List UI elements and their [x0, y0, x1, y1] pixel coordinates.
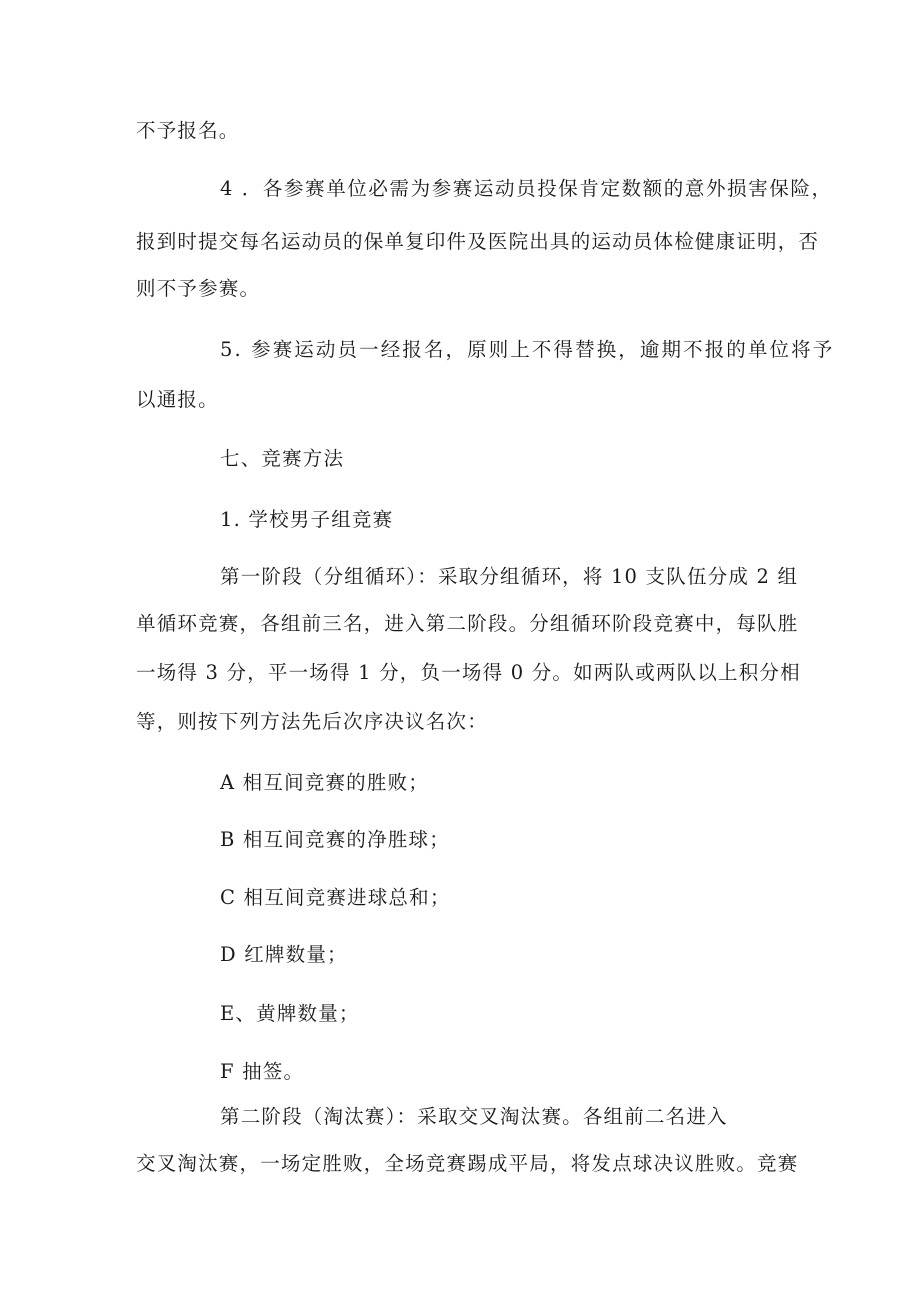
stage-1-line-2: 单循环竞赛，各组前三名，进入第二阶段。分组循环阶段竞赛中，每队胜 [136, 612, 799, 635]
section-heading-7: 七、竞赛方法 [220, 447, 345, 470]
rule-4-line-3: 则不予参赛。 [136, 277, 261, 300]
tiebreak-item-c: C 相互间竞赛进球总和； [220, 886, 451, 909]
tiebreak-item-b: B 相互间竞赛的净胜球； [220, 828, 450, 851]
tiebreak-item-d: D 红牌数量； [220, 943, 348, 966]
tiebreak-item-f: F 抽签。 [220, 1060, 305, 1083]
tiebreak-item-e: E、黄牌数量； [220, 1002, 360, 1025]
paragraph-line: 不予报名。 [136, 119, 240, 142]
stage-1-line-3: 一场得 3 分，平一场得 1 分，负一场得 0 分。如两队或两队以上积分相 [136, 661, 801, 684]
tiebreak-item-a: A 相互间竞赛的胜败； [220, 771, 429, 794]
stage-1-line-1: 第一阶段（分组循环）：采取分组循环，将 10 支队伍分成 2 组 [220, 565, 799, 588]
subsection-heading-1: 1. 学校男子组竞赛 [220, 508, 394, 531]
rule-5-line-1: 5. 参赛运动员一经报名，原则上不得替换，逾期不报的单位将予 [220, 338, 835, 361]
rule-4-line-1: 4 ．各参赛单位必需为参赛运动员投保肯定数额的意外损害保险， [220, 177, 833, 200]
stage-2-line-1: 第二阶段（淘汰赛）：采取交叉淘汰赛。各组前二名进入 [220, 1105, 728, 1128]
rule-5-line-2: 以通报。 [136, 388, 219, 411]
rule-4-line-2: 报到时提交每名运动员的保单复印件及医院出具的运动员体检健康证明，否 [136, 230, 820, 253]
stage-1-line-4: 等，则按下列方法先后次序决议名次： [136, 710, 488, 733]
stage-2-line-2: 交叉淘汰赛，一场定胜败，全场竞赛踢成平局，将发点球决议胜败。竞赛 [136, 1152, 799, 1175]
